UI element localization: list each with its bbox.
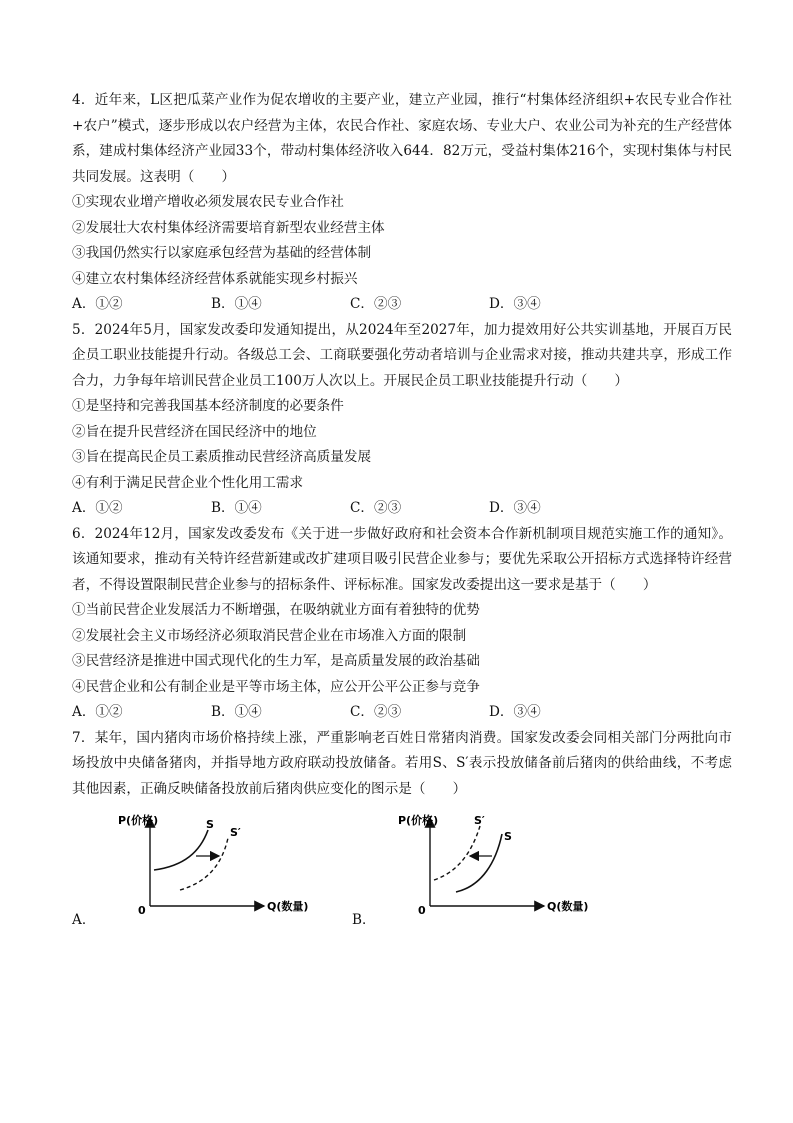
question-stem: 5．2024年5月，国家发改委印发通知提出，从2024年至2027年，加力提效用好公共实训基地，开展百万民企员工职业技能提升行动。各级总工会、工商联要强化劳动者培训与企业需求对接，推动共建共享，形成工作合力，力争每年培训民营企业员工100万人次以上。开展民企员工职业技能提升行动（ ）	[72, 321, 732, 389]
curve-s-label: S	[504, 830, 512, 843]
origin-label: 0	[138, 904, 146, 917]
choice-d[interactable]: D．③④	[489, 296, 541, 312]
curve-s-label: S	[206, 818, 214, 831]
choice-c[interactable]: C．②③	[350, 704, 402, 720]
question-stem: 7．某年，国内猪肉市场价格持续上涨，严重影响老百姓日常猪肉消费。国家发改委会同相关部门分两批向市场投放中央储备猪肉，并指导地方政府联动投放储备。若用S、S′表示投放储备前后猪肉的供给曲线，不考虑其他因素，正确反映储备投放前后猪肉供应变化的图示是（ ）	[72, 729, 732, 797]
question-4	[72, 88, 732, 318]
choice-c[interactable]: C．②③	[350, 500, 402, 516]
x-axis-label: Q(数量)	[547, 900, 589, 913]
choice-d[interactable]: D．③④	[489, 704, 541, 720]
option-statement: ②发展社会主义市场经济必须取消民营企业在市场准入方面的限制	[72, 627, 467, 644]
option-statement: ④有利于满足民营企业个性化用工需求	[72, 474, 304, 491]
answer-choices	[72, 496, 732, 522]
graph-b[interactable]	[352, 808, 612, 930]
question-stem: 6．2024年12月，国家发改委发布《关于进一步做好政府和社会资本合作新机制项目规范实施工作的通知》。该通知要求，推动有关特许经营新建或改扩建项目吸引民营企业参与；要优先采取公开招标方式选择特许经营者，不得设置限制民营企业参与的招标条件、评标标准。国家发改委提出这一要求是基于（ ）	[72, 525, 732, 593]
curve-s-prime-label: S′	[474, 814, 485, 827]
option-statement: ①是坚持和完善我国基本经济制度的必要条件	[72, 398, 344, 414]
x-axis-label: Q(数量)	[267, 900, 309, 913]
option-statement: ②旨在提升民营经济在国民经济中的地位	[72, 423, 317, 440]
choice-b[interactable]: B．①④	[211, 704, 262, 720]
question-7	[72, 726, 732, 927]
question-6	[72, 522, 732, 726]
option-statement: ③民营经济是推进中国式现代化的生力军，是高质量发展的政治基础	[72, 653, 480, 669]
supply-graphs	[72, 808, 732, 926]
question-5	[72, 318, 732, 522]
curve-s-prime-label: S′	[230, 826, 241, 839]
answer-choices	[72, 292, 732, 318]
y-axis-label: P(价格)	[398, 814, 439, 827]
curve-s-prime	[434, 826, 480, 880]
option-statement: ②发展壮大农村集体经济需要培育新型农业经营主体	[72, 219, 385, 236]
y-axis-label: P(价格)	[118, 814, 159, 827]
answer-choices	[72, 700, 732, 726]
choice-b[interactable]: B．①④	[211, 296, 262, 312]
curve-s-prime	[180, 838, 228, 890]
question-stem: 4．近年来，L区把瓜菜产业作为促农增收的主要产业，建立产业园，推行“村集体经济组织+农民专业合作社+农户”模式，逐步形成以农户经营为主体，农民合作社、家庭农场、专业大户、农业公司为补充的生产经营体系，建成村集体经济产业园33个，带动村集体经济收入644．82万元，受益村集体216个，实现村集体与村民共同发展。这表明（ ）	[72, 92, 733, 185]
graph-b-label: B．	[352, 912, 376, 928]
choice-c[interactable]: C．②③	[350, 296, 402, 312]
graph-a-svg	[72, 808, 332, 926]
option-statement: ③我国仍然实行以家庭承包经营为基础的经营体制	[72, 245, 372, 261]
option-statement: ③旨在提高民企员工素质推动民营经济高质量发展	[72, 449, 372, 465]
graph-b-svg	[352, 808, 612, 926]
graph-a-label: A．	[72, 912, 96, 928]
choice-a[interactable]: A．①②	[72, 296, 123, 312]
curve-s	[456, 834, 502, 892]
choice-a[interactable]: A．①②	[72, 500, 123, 516]
choice-a[interactable]: A．①②	[72, 704, 123, 720]
choice-b[interactable]: B．①④	[211, 500, 262, 516]
option-statement: ④建立农村集体经济经营体系就能实现乡村振兴	[72, 270, 358, 287]
exam-page	[72, 88, 732, 926]
option-statement: ④民营企业和公有制企业是平等市场主体，应公开公平公正参与竞争	[72, 678, 480, 695]
option-statement: ①实现农业增产增收必须发展农民专业合作社	[72, 194, 344, 210]
option-statement: ①当前民营企业发展活力不断增强，在吸纳就业方面有着独特的优势	[72, 602, 480, 618]
curve-s	[154, 830, 208, 870]
choice-d[interactable]: D．③④	[489, 500, 541, 516]
graph-a[interactable]	[72, 808, 332, 930]
origin-label: 0	[418, 904, 426, 917]
